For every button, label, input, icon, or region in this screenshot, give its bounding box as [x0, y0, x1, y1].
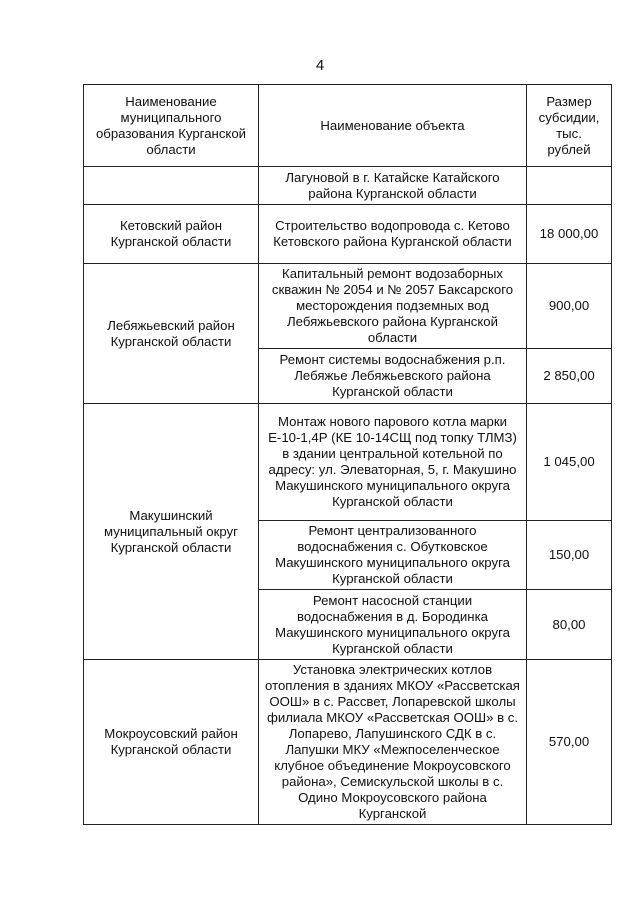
table-row: [84, 404, 612, 521]
header-municipality: Наименование муниципального образования Курганской области: [84, 85, 259, 167]
object-cell: Монтаж нового парового котла марки Е-10-1,4Р (КЕ 10-14СЩ под топку ТЛМЗ) в здании центральной котельной по адресу: ул. Элеваторная, 5, г. Макушино Макушинского муниципального округа Курганской области: [259, 404, 527, 521]
object-cell: Строительство водопровода с. Кетово Кетовского района Курганской области: [259, 205, 527, 264]
table-row: [84, 660, 612, 825]
amount-cell: 2 850,00: [527, 349, 612, 404]
amount-cell: 150,00: [527, 521, 612, 590]
table-row: [84, 264, 612, 349]
amount-cell: 900,00: [527, 264, 612, 349]
amount-cell: [527, 167, 612, 205]
municipality-cell: Кетовский район Курганской области: [84, 205, 259, 264]
page-number: 4: [315, 57, 325, 74]
subsidy-table: [83, 84, 612, 825]
amount-cell: 570,00: [527, 660, 612, 825]
municipality-cell: Макушинский муниципальный округ Курганской области: [84, 404, 259, 660]
table-header-row: [84, 85, 612, 167]
object-cell: Установка электрических котлов отопления в зданиях МКОУ «Рассветская ООШ» в с. Рассвет, Лопаревской школы филиала МКОУ «Рассветская ООШ» в с. Лопарево, Лапушинского СДК в с. Лапушки МКУ «Межпоселенческое клубное объединение Мокроусовского района», Семискульской школы в с. Одино Мокроусовского района Курганской: [259, 660, 527, 825]
header-object: Наименование объекта: [259, 85, 527, 167]
object-cell: Лагуновой в г. Катайске Катайского района Курганской области: [259, 167, 527, 205]
municipality-cell: Лебяжьевский район Курганской области: [84, 264, 259, 404]
object-cell: Ремонт системы водоснабжения р.п. Лебяжье Лебяжьевского района Курганской области: [259, 349, 527, 404]
object-cell: Ремонт централизованного водоснабжения с. Обутковское Макушинского муниципального округа Курганской области: [259, 521, 527, 590]
table-row: [84, 205, 612, 264]
amount-cell: 1 045,00: [527, 404, 612, 521]
header-amount: Размер субсидии, тыс. рублей: [527, 85, 612, 167]
table-row: [84, 167, 612, 205]
object-cell: Капитальный ремонт водозаборных скважин № 2054 и № 2057 Баксарского месторождения подземных вод Лебяжьевского района Курганской области: [259, 264, 527, 349]
object-cell: Ремонт насосной станции водоснабжения в д. Бородинка Макушинского муниципального округа Курганской области: [259, 590, 527, 660]
municipality-cell: [84, 167, 259, 205]
amount-cell: 80,00: [527, 590, 612, 660]
municipality-cell: Мокроусовский район Курганской области: [84, 660, 259, 825]
amount-cell: 18 000,00: [527, 205, 612, 264]
